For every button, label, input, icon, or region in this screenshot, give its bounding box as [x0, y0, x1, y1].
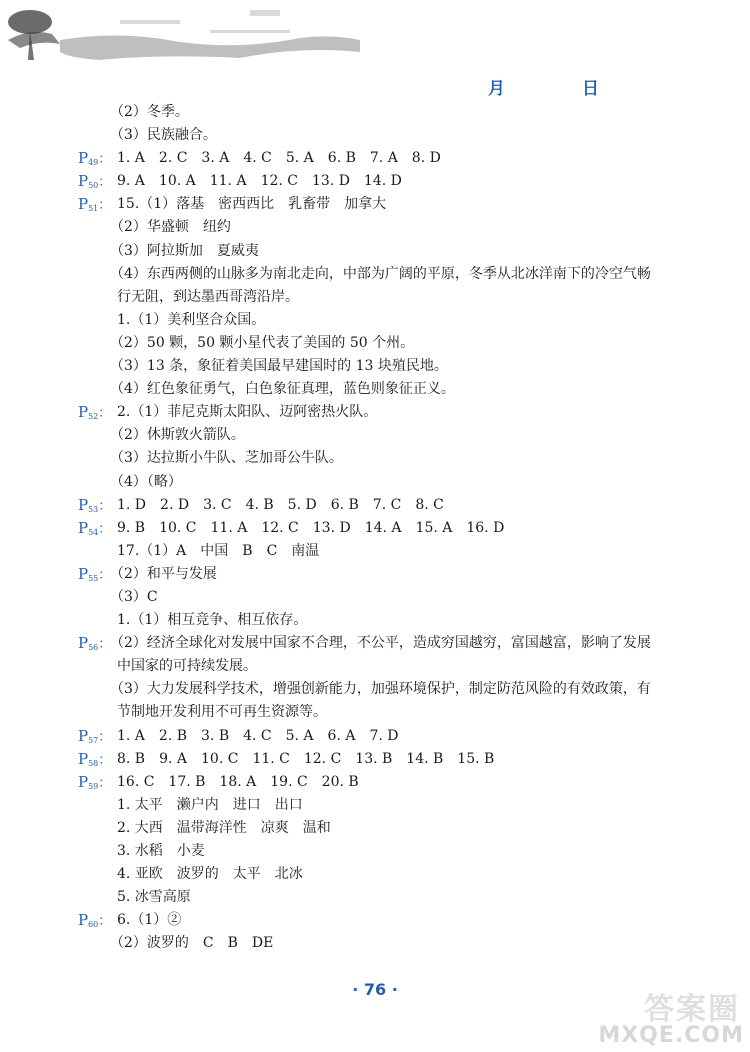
answer-text: （3）达拉斯小牛队、芝加哥公牛队。 — [110, 450, 343, 467]
answer-text: （2）和平与发展 — [110, 565, 217, 582]
page-reference: $P_{59}$： — [78, 772, 112, 791]
page-reference: $P_{55}$： — [78, 564, 112, 583]
answer-line — [0, 193, 750, 216]
answer-text: 8. B 9. A 10. C 11. C 12. C 13. B 14. B 15. B — [117, 750, 495, 767]
page-reference: $P_{52}$： — [78, 403, 112, 422]
answer-line — [0, 355, 750, 378]
page-reference: $P_{57}$： — [78, 726, 112, 745]
page-reference: $P_{60}$： — [78, 911, 112, 930]
answer-line — [0, 170, 750, 193]
answer-text: （3）C — [110, 588, 158, 605]
answer-line — [0, 586, 750, 609]
answer-line — [0, 563, 750, 586]
answer-line — [0, 840, 750, 863]
answer-text: 15.（1）落基 密西西比 乳畜带 加拿大 — [117, 196, 387, 213]
answer-text: 1.（1）美利坚合众国。 — [117, 311, 266, 328]
answer-text: 6.（1）② — [117, 912, 182, 929]
answer-text: 中国家的可持续发展。 — [117, 658, 257, 675]
answer-text: 1. A 2. C 3. A 4. C 5. A 6. B 7. A 8. D — [117, 150, 441, 167]
answer-text: （4）东西两侧的山脉多为南北走向，中部为广阔的平原，冬季从北冰洋南下的冷空气畅 — [110, 265, 651, 282]
answer-text: （2）冬季。 — [110, 104, 189, 120]
day-label: 日 — [582, 79, 599, 99]
answer-line — [0, 263, 750, 286]
answer-line — [0, 332, 750, 355]
page-reference: $P_{49}$： — [78, 149, 112, 168]
answer-line — [0, 540, 750, 563]
answer-line — [0, 771, 750, 794]
answer-text: （3）大力发展科学技术，增强创新能力，加强环境保护，制定防范风险的有效政策，有 — [110, 681, 651, 698]
answer-line — [0, 886, 750, 909]
answer-text: （3）阿拉斯加 夏威夷 — [110, 242, 259, 259]
answer-text: （2）波罗的 C B DE — [110, 935, 274, 952]
answer-line — [0, 794, 750, 817]
answer-line — [0, 240, 750, 263]
answer-line — [0, 216, 750, 239]
answer-line — [0, 124, 750, 147]
answer-text: （3）13 条，象征着美国最早建国时的 13 块殖民地。 — [110, 358, 448, 375]
answer-line — [0, 863, 750, 886]
answer-line — [0, 725, 750, 748]
answer-text: 2. 大西 温带海洋性 凉爽 温和 — [117, 819, 331, 836]
month-label: 月 — [488, 79, 505, 99]
answer-line — [0, 401, 750, 424]
watermark-logo-text: 答案圈 — [644, 992, 740, 1027]
answer-line — [0, 701, 750, 724]
answer-text: 行无阻，到达墨西哥湾沿岸。 — [117, 288, 299, 305]
answer-line — [0, 101, 750, 124]
page-reference: $P_{53}$： — [78, 495, 112, 514]
answer-list — [0, 101, 750, 955]
answer-line — [0, 632, 750, 655]
answer-line — [0, 932, 750, 955]
answer-line — [0, 494, 750, 517]
answer-line — [0, 817, 750, 840]
page-reference: $P_{50}$： — [78, 172, 112, 191]
answer-text: 5. 冰雪高原 — [117, 889, 191, 906]
answer-text: （2）休斯敦火箭队。 — [110, 427, 245, 444]
answer-line — [0, 424, 750, 447]
watermark-url: MXQE.COM — [598, 1023, 744, 1048]
page-reference: $P_{56}$： — [78, 634, 112, 653]
answer-line — [0, 517, 750, 540]
page-number: · 76 · — [352, 980, 398, 999]
answer-text: 2.（1）菲尼克斯太阳队、迈阿密热火队。 — [117, 404, 378, 421]
header-decoration — [0, 0, 380, 80]
answer-text: 17.（1）A 中国 B C 南温 — [117, 542, 320, 559]
answer-text: 9. B 10. C 11. A 12. C 13. D 14. A 15. A 16. D — [117, 519, 505, 536]
page-reference: $P_{54}$： — [78, 518, 112, 537]
answer-text: （2）经济全球化对发展中国家不合理，不公平，造成穷国越穷，富国越富，影响了发展 — [110, 635, 651, 652]
answer-line — [0, 471, 750, 494]
answer-text: 1.（1）相互竞争、相互依存。 — [117, 612, 308, 629]
date-header — [488, 74, 608, 98]
answer-line — [0, 609, 750, 632]
answer-text: 1. A 2. B 3. B 4. C 5. A 6. A 7. D — [117, 727, 399, 744]
answer-text: 4. 亚欧 波罗的 太平 北冰 — [117, 866, 303, 883]
answer-text: （4）（略） — [110, 473, 182, 490]
answer-line — [0, 378, 750, 401]
answer-line — [0, 678, 750, 701]
answer-line — [0, 286, 750, 309]
answer-line — [0, 309, 750, 332]
answer-text: 16. C 17. B 18. A 19. C 20. B — [117, 773, 359, 790]
answer-text: 节制地开发利用不可再生资源等。 — [117, 704, 327, 721]
answer-text: （4）红色象征勇气，白色象征真理，蓝色则象征正义。 — [110, 381, 455, 398]
page-reference: $P_{58}$： — [78, 749, 112, 768]
answer-line — [0, 655, 750, 678]
answer-line — [0, 909, 750, 932]
answer-line — [0, 447, 750, 470]
answer-text: （3）民族融合。 — [110, 127, 217, 144]
answer-text: （2）50 颗，50 颗小星代表了美国的 50 个州。 — [110, 334, 415, 351]
page-reference: $P_{51}$： — [78, 195, 112, 214]
answer-text: 9. A 10. A 11. A 12. C 13. D 14. D — [117, 173, 402, 190]
answer-line — [0, 147, 750, 170]
watermark — [598, 980, 750, 1052]
answer-text: 1. 太平 濑户内 进口 出口 — [117, 796, 303, 813]
answer-text: 3. 水稻 小麦 — [117, 843, 205, 859]
answer-text: （2）华盛顿 纽约 — [110, 219, 231, 236]
answer-line — [0, 748, 750, 771]
answer-text: 1. D 2. D 3. C 4. B 5. D 6. B 7. C 8. C — [117, 496, 444, 513]
